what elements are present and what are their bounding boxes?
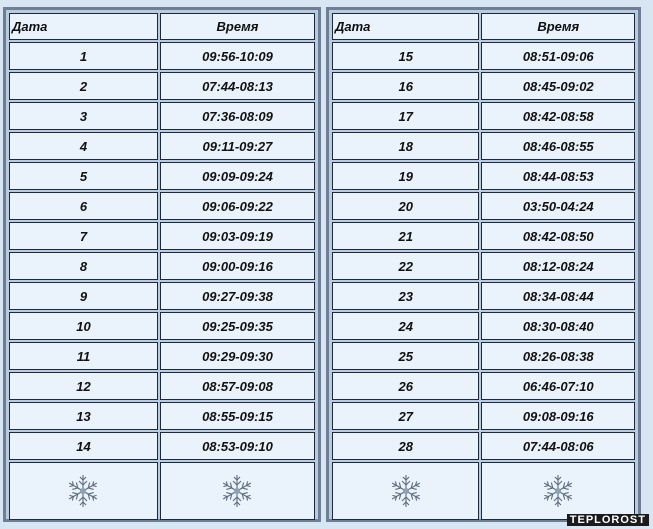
- time-cell: 09:29-09:30: [160, 342, 315, 370]
- time-cell: 08:53-09:10: [160, 432, 315, 460]
- date-cell: 25: [332, 342, 479, 370]
- table-row: [332, 162, 635, 190]
- decoration-cell: [481, 462, 635, 520]
- table-row: [9, 42, 315, 70]
- table-row: [332, 432, 635, 460]
- date-cell: 9: [9, 282, 158, 310]
- time-cell: 08:30-08:40: [481, 312, 635, 340]
- table-row: [9, 282, 315, 310]
- time-cell: 09:08-09:16: [481, 402, 635, 430]
- date-cell: 15: [332, 42, 479, 70]
- time-cell: 08:46-08:55: [481, 132, 635, 160]
- date-cell: 5: [9, 162, 158, 190]
- date-cell: 4: [9, 132, 158, 160]
- table-row: [9, 372, 315, 400]
- table-row: [9, 252, 315, 280]
- time-cell: 08:57-09:08: [160, 372, 315, 400]
- table-row: [332, 252, 635, 280]
- date-column-header: Дата: [9, 13, 158, 40]
- left-schedule-table: [7, 11, 317, 522]
- date-cell: 20: [332, 192, 479, 220]
- time-cell: 08:44-08:53: [481, 162, 635, 190]
- date-cell: 1: [9, 42, 158, 70]
- table-row: [332, 342, 635, 370]
- snowflake-icon: [333, 473, 478, 509]
- table-row: [9, 402, 315, 430]
- table-row: [332, 402, 635, 430]
- date-cell: 10: [9, 312, 158, 340]
- time-cell: 08:34-08:44: [481, 282, 635, 310]
- date-cell: 7: [9, 222, 158, 250]
- date-cell: 6: [9, 192, 158, 220]
- table-row: [9, 342, 315, 370]
- table-row: [9, 162, 315, 190]
- table-row: [332, 192, 635, 220]
- decoration-cell: [160, 462, 315, 520]
- decoration-row: [9, 462, 315, 520]
- table-row: [332, 312, 635, 340]
- time-cell: 07:36-08:09: [160, 102, 315, 130]
- date-cell: 2: [9, 72, 158, 100]
- date-cell: 24: [332, 312, 479, 340]
- table-row: [332, 222, 635, 250]
- table-row: [332, 132, 635, 160]
- right-schedule-panel: [326, 7, 641, 522]
- time-cell: 08:42-08:58: [481, 102, 635, 130]
- date-cell: 27: [332, 402, 479, 430]
- table-row: [332, 372, 635, 400]
- header-row: [9, 13, 315, 40]
- time-cell: 09:11-09:27: [160, 132, 315, 160]
- date-cell: 11: [9, 342, 158, 370]
- time-cell: 08:26-08:38: [481, 342, 635, 370]
- time-cell: 08:12-08:24: [481, 252, 635, 280]
- table-row: [332, 102, 635, 130]
- table-row: [9, 312, 315, 340]
- table-row: [332, 72, 635, 100]
- date-cell: 19: [332, 162, 479, 190]
- date-cell: 18: [332, 132, 479, 160]
- date-cell: 3: [9, 102, 158, 130]
- time-cell: 06:46-07:10: [481, 372, 635, 400]
- time-cell: 09:09-09:24: [160, 162, 315, 190]
- date-cell: 17: [332, 102, 479, 130]
- date-column-header: Дата: [332, 13, 479, 40]
- time-cell: 08:51-09:06: [481, 42, 635, 70]
- date-cell: 26: [332, 372, 479, 400]
- snowflake-icon: [161, 473, 314, 509]
- time-cell: 09:06-09:22: [160, 192, 315, 220]
- decoration-row: [332, 462, 635, 520]
- date-cell: 16: [332, 72, 479, 100]
- table-row: [9, 102, 315, 130]
- table-row: [9, 432, 315, 460]
- time-column-header: Время: [160, 13, 315, 40]
- table-row: [9, 192, 315, 220]
- time-cell: 08:42-08:50: [481, 222, 635, 250]
- decoration-cell: [9, 462, 158, 520]
- table-row: [332, 282, 635, 310]
- time-cell: 07:44-08:13: [160, 72, 315, 100]
- table-row: [9, 222, 315, 250]
- snowflake-icon: [482, 473, 634, 509]
- time-cell: 09:25-09:35: [160, 312, 315, 340]
- date-cell: 22: [332, 252, 479, 280]
- header-row: [332, 13, 635, 40]
- time-cell: 09:56-10:09: [160, 42, 315, 70]
- left-schedule-panel: [3, 7, 321, 522]
- date-cell: 12: [9, 372, 158, 400]
- date-cell: 21: [332, 222, 479, 250]
- table-row: [9, 72, 315, 100]
- date-cell: 13: [9, 402, 158, 430]
- decoration-cell: [332, 462, 479, 520]
- time-cell: 09:03-09:19: [160, 222, 315, 250]
- date-cell: 14: [9, 432, 158, 460]
- table-row: [9, 132, 315, 160]
- date-cell: 8: [9, 252, 158, 280]
- right-schedule-table: [330, 11, 637, 522]
- time-cell: 08:45-09:02: [481, 72, 635, 100]
- time-cell: 09:00-09:16: [160, 252, 315, 280]
- watermark: TEPLOROST: [567, 514, 649, 526]
- snowflake-icon: [10, 473, 157, 509]
- time-cell: 09:27-09:38: [160, 282, 315, 310]
- time-cell: 03:50-04:24: [481, 192, 635, 220]
- date-cell: 28: [332, 432, 479, 460]
- date-cell: 23: [332, 282, 479, 310]
- table-row: [332, 42, 635, 70]
- time-column-header: Время: [481, 13, 635, 40]
- time-cell: 08:55-09:15: [160, 402, 315, 430]
- time-cell: 07:44-08:06: [481, 432, 635, 460]
